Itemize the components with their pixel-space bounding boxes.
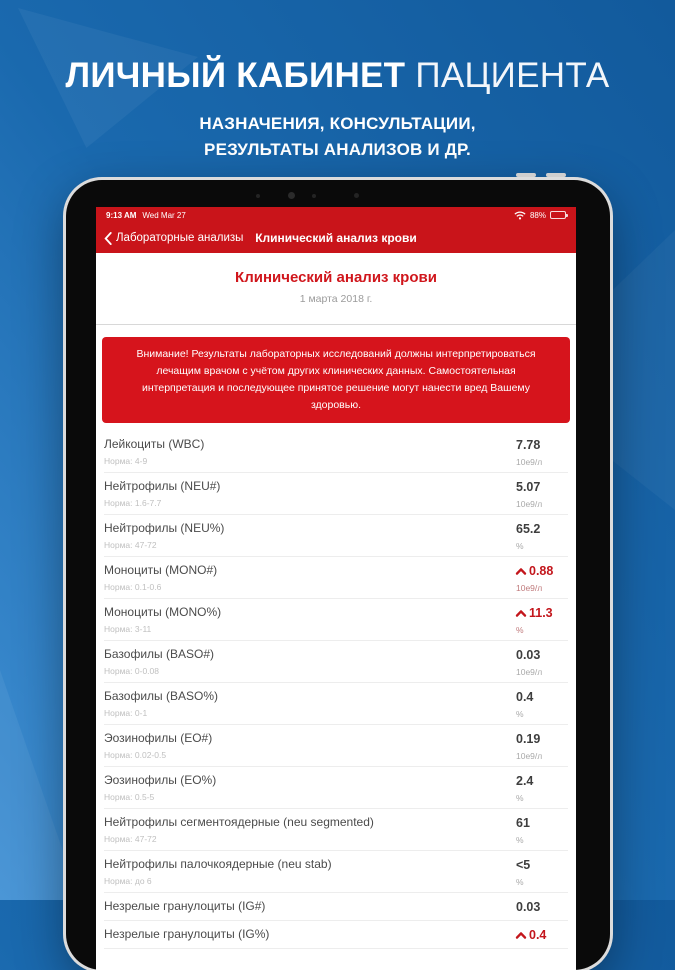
- volume-button: [516, 173, 536, 177]
- test-unit: %: [516, 835, 524, 845]
- page-subtitle: [0, 111, 675, 162]
- result-row[interactable]: [104, 557, 568, 599]
- test-value-text: 0.03: [516, 900, 541, 914]
- test-value: [516, 774, 568, 789]
- result-row[interactable]: [104, 809, 568, 851]
- result-row-right: [516, 857, 568, 887]
- test-value-text: 0.19: [516, 732, 541, 746]
- result-row[interactable]: [104, 893, 568, 921]
- test-value-text: 0.4: [516, 690, 534, 704]
- test-value: [516, 480, 568, 495]
- hero-banner: [0, 56, 675, 162]
- divider: [96, 324, 576, 325]
- back-button-label: Лабораторные анализы: [116, 232, 244, 244]
- test-unit: %: [516, 877, 524, 887]
- battery-icon: [550, 211, 566, 219]
- test-norm: Норма: 0.1-0.6: [104, 582, 162, 592]
- result-row[interactable]: [104, 725, 568, 767]
- test-norm: Норма: 4-9: [104, 456, 148, 466]
- wifi-icon: [514, 211, 526, 220]
- test-value: [516, 900, 568, 915]
- test-value: [516, 816, 568, 831]
- test-name: Нейтрофилы палочкоядерные (neu stab): [104, 857, 332, 871]
- volume-button: [546, 173, 566, 177]
- result-row[interactable]: [104, 473, 568, 515]
- page-subtitle-line1: НАЗНАЧЕНИЯ, КОНСУЛЬТАЦИИ,: [199, 114, 476, 133]
- camera-dot-icon: [312, 194, 316, 198]
- test-value-text: 11.3: [529, 606, 553, 620]
- results-list: [104, 431, 568, 949]
- test-value: [516, 438, 568, 453]
- result-row-left: [104, 815, 374, 844]
- test-norm: Норма: 0.5-5: [104, 792, 155, 802]
- test-name: Нейтрофилы (NEU%): [104, 521, 225, 535]
- test-unit: %: [516, 793, 524, 803]
- result-row-right: [516, 437, 568, 467]
- status-bar: [96, 207, 576, 223]
- result-row-left: [104, 899, 265, 914]
- test-value-text: 5.07: [516, 480, 541, 494]
- test-value-text: <5: [516, 858, 531, 872]
- test-norm: Норма: 0-1: [104, 708, 148, 718]
- back-button[interactable]: [104, 232, 243, 245]
- test-unit: 10е9/л: [516, 583, 543, 593]
- camera-icon: [288, 192, 295, 199]
- result-row-right: [516, 899, 568, 915]
- result-row-left: [104, 773, 216, 802]
- test-norm: Норма: 0.02-0.5: [104, 750, 167, 760]
- status-time: 9:13 AM: [106, 210, 137, 220]
- result-row[interactable]: [104, 515, 568, 557]
- test-norm: Норма: 1.6-7.7: [104, 498, 162, 508]
- result-row-right: [516, 773, 568, 803]
- result-row[interactable]: [104, 851, 568, 893]
- page-title-light: ПАЦИЕНТА: [415, 56, 610, 95]
- tablet-screen: [96, 207, 576, 970]
- arrow-up-icon: [516, 610, 526, 617]
- page-title-bold: ЛИЧНЫЙ КАБИНЕТ: [65, 56, 406, 95]
- test-unit: 10е9/л: [516, 751, 543, 761]
- result-row[interactable]: [104, 921, 568, 949]
- result-row-left: [104, 605, 221, 634]
- result-row-left: [104, 927, 269, 942]
- test-value-text: 0.03: [516, 648, 541, 662]
- result-row-left: [104, 479, 220, 508]
- test-unit: 10е9/л: [516, 499, 543, 509]
- test-value: [516, 564, 568, 579]
- test-unit: 10е9/л: [516, 457, 543, 467]
- result-row[interactable]: [104, 431, 568, 473]
- camera-dot-icon: [354, 193, 359, 198]
- test-norm: Норма: 0-0.08: [104, 666, 159, 676]
- test-value-text: 0.4: [529, 928, 547, 942]
- camera-dot-icon: [256, 194, 260, 198]
- result-row[interactable]: [104, 767, 568, 809]
- test-name: Незрелые гранулоциты (IG%): [104, 927, 270, 941]
- result-row-left: [104, 731, 212, 760]
- test-name: Базофилы (BASO#): [104, 647, 215, 661]
- result-row[interactable]: [104, 683, 568, 725]
- report-title: Клинический анализ крови: [235, 269, 437, 286]
- result-row-right: [516, 647, 568, 677]
- report-date: 1 марта 2018 г.: [299, 293, 373, 305]
- test-norm: Норма: 47-72: [104, 834, 157, 844]
- test-norm: Норма: до 6: [104, 876, 152, 886]
- test-value-text: 7.78: [516, 438, 541, 452]
- test-value: [516, 606, 568, 621]
- test-value: [516, 732, 568, 747]
- result-row-right: [516, 521, 568, 551]
- test-value-text: 61: [516, 816, 530, 830]
- result-row-left: [104, 647, 214, 676]
- result-row-right: [516, 563, 568, 593]
- test-value-text: 0.88: [529, 564, 554, 578]
- test-value-text: 2.4: [516, 774, 534, 788]
- test-unit: %: [516, 625, 524, 635]
- test-name: Эозинофилы (EO#): [104, 731, 213, 745]
- status-date: Wed Mar 27: [142, 210, 186, 220]
- test-norm: Норма: 3-11: [104, 624, 152, 634]
- test-unit: 10е9/л: [516, 667, 543, 677]
- result-row-left: [104, 857, 332, 886]
- result-row[interactable]: [104, 599, 568, 641]
- test-value: [516, 648, 568, 663]
- arrow-up-icon: [516, 932, 526, 939]
- test-name: Эозинофилы (EO%): [104, 773, 217, 787]
- chevron-left-icon: [104, 232, 112, 245]
- battery-percent: 88%: [529, 210, 546, 220]
- test-name: Незрелые гранулоциты (IG#): [104, 899, 266, 913]
- result-row-left: [104, 521, 224, 550]
- nav-title: Клинический анализ крови: [255, 231, 417, 245]
- test-name: Нейтрофилы (NEU#): [104, 479, 221, 493]
- tablet-mockup: [66, 180, 610, 970]
- result-row-left: [104, 437, 204, 466]
- test-value: [516, 928, 568, 943]
- result-row-right: [516, 479, 568, 509]
- test-name: Нейтрофилы сегментоядерные (neu segmented): [104, 815, 374, 829]
- nav-bar: [96, 223, 576, 253]
- result-row-right: [516, 731, 568, 761]
- test-unit: %: [516, 709, 524, 719]
- page-subtitle-line2: РЕЗУЛЬТАТЫ АНАЛИЗОВ И ДР.: [204, 139, 471, 159]
- result-row-right: [516, 689, 568, 719]
- result-row-left: [104, 563, 217, 592]
- result-row-right: [516, 605, 568, 635]
- test-unit: %: [516, 541, 524, 551]
- test-name: Моноциты (MONO%): [104, 605, 222, 619]
- page-title: [0, 56, 675, 96]
- report-content: [96, 269, 576, 949]
- test-value-text: 65.2: [516, 522, 541, 536]
- test-name: Лейкоциты (WBC): [104, 437, 205, 451]
- test-name: Моноциты (MONO#): [104, 563, 218, 577]
- arrow-up-icon: [516, 568, 526, 575]
- test-value: [516, 522, 568, 537]
- test-value: [516, 690, 568, 705]
- result-row-right: [516, 927, 568, 943]
- result-row[interactable]: [104, 641, 568, 683]
- result-row-right: [516, 815, 568, 845]
- test-name: Базофилы (BASO%): [104, 689, 218, 703]
- warning-banner: Внимание! Результаты лабораторных исследований должны интерпретироваться лечащим врачом с учётом других клинических данных. Самостоятельная интерпретация и последующее принятое решение могут нанести вред Вашему здоровью.: [102, 337, 570, 423]
- test-value: [516, 858, 568, 873]
- test-norm: Норма: 47-72: [104, 540, 157, 550]
- result-row-left: [104, 689, 218, 718]
